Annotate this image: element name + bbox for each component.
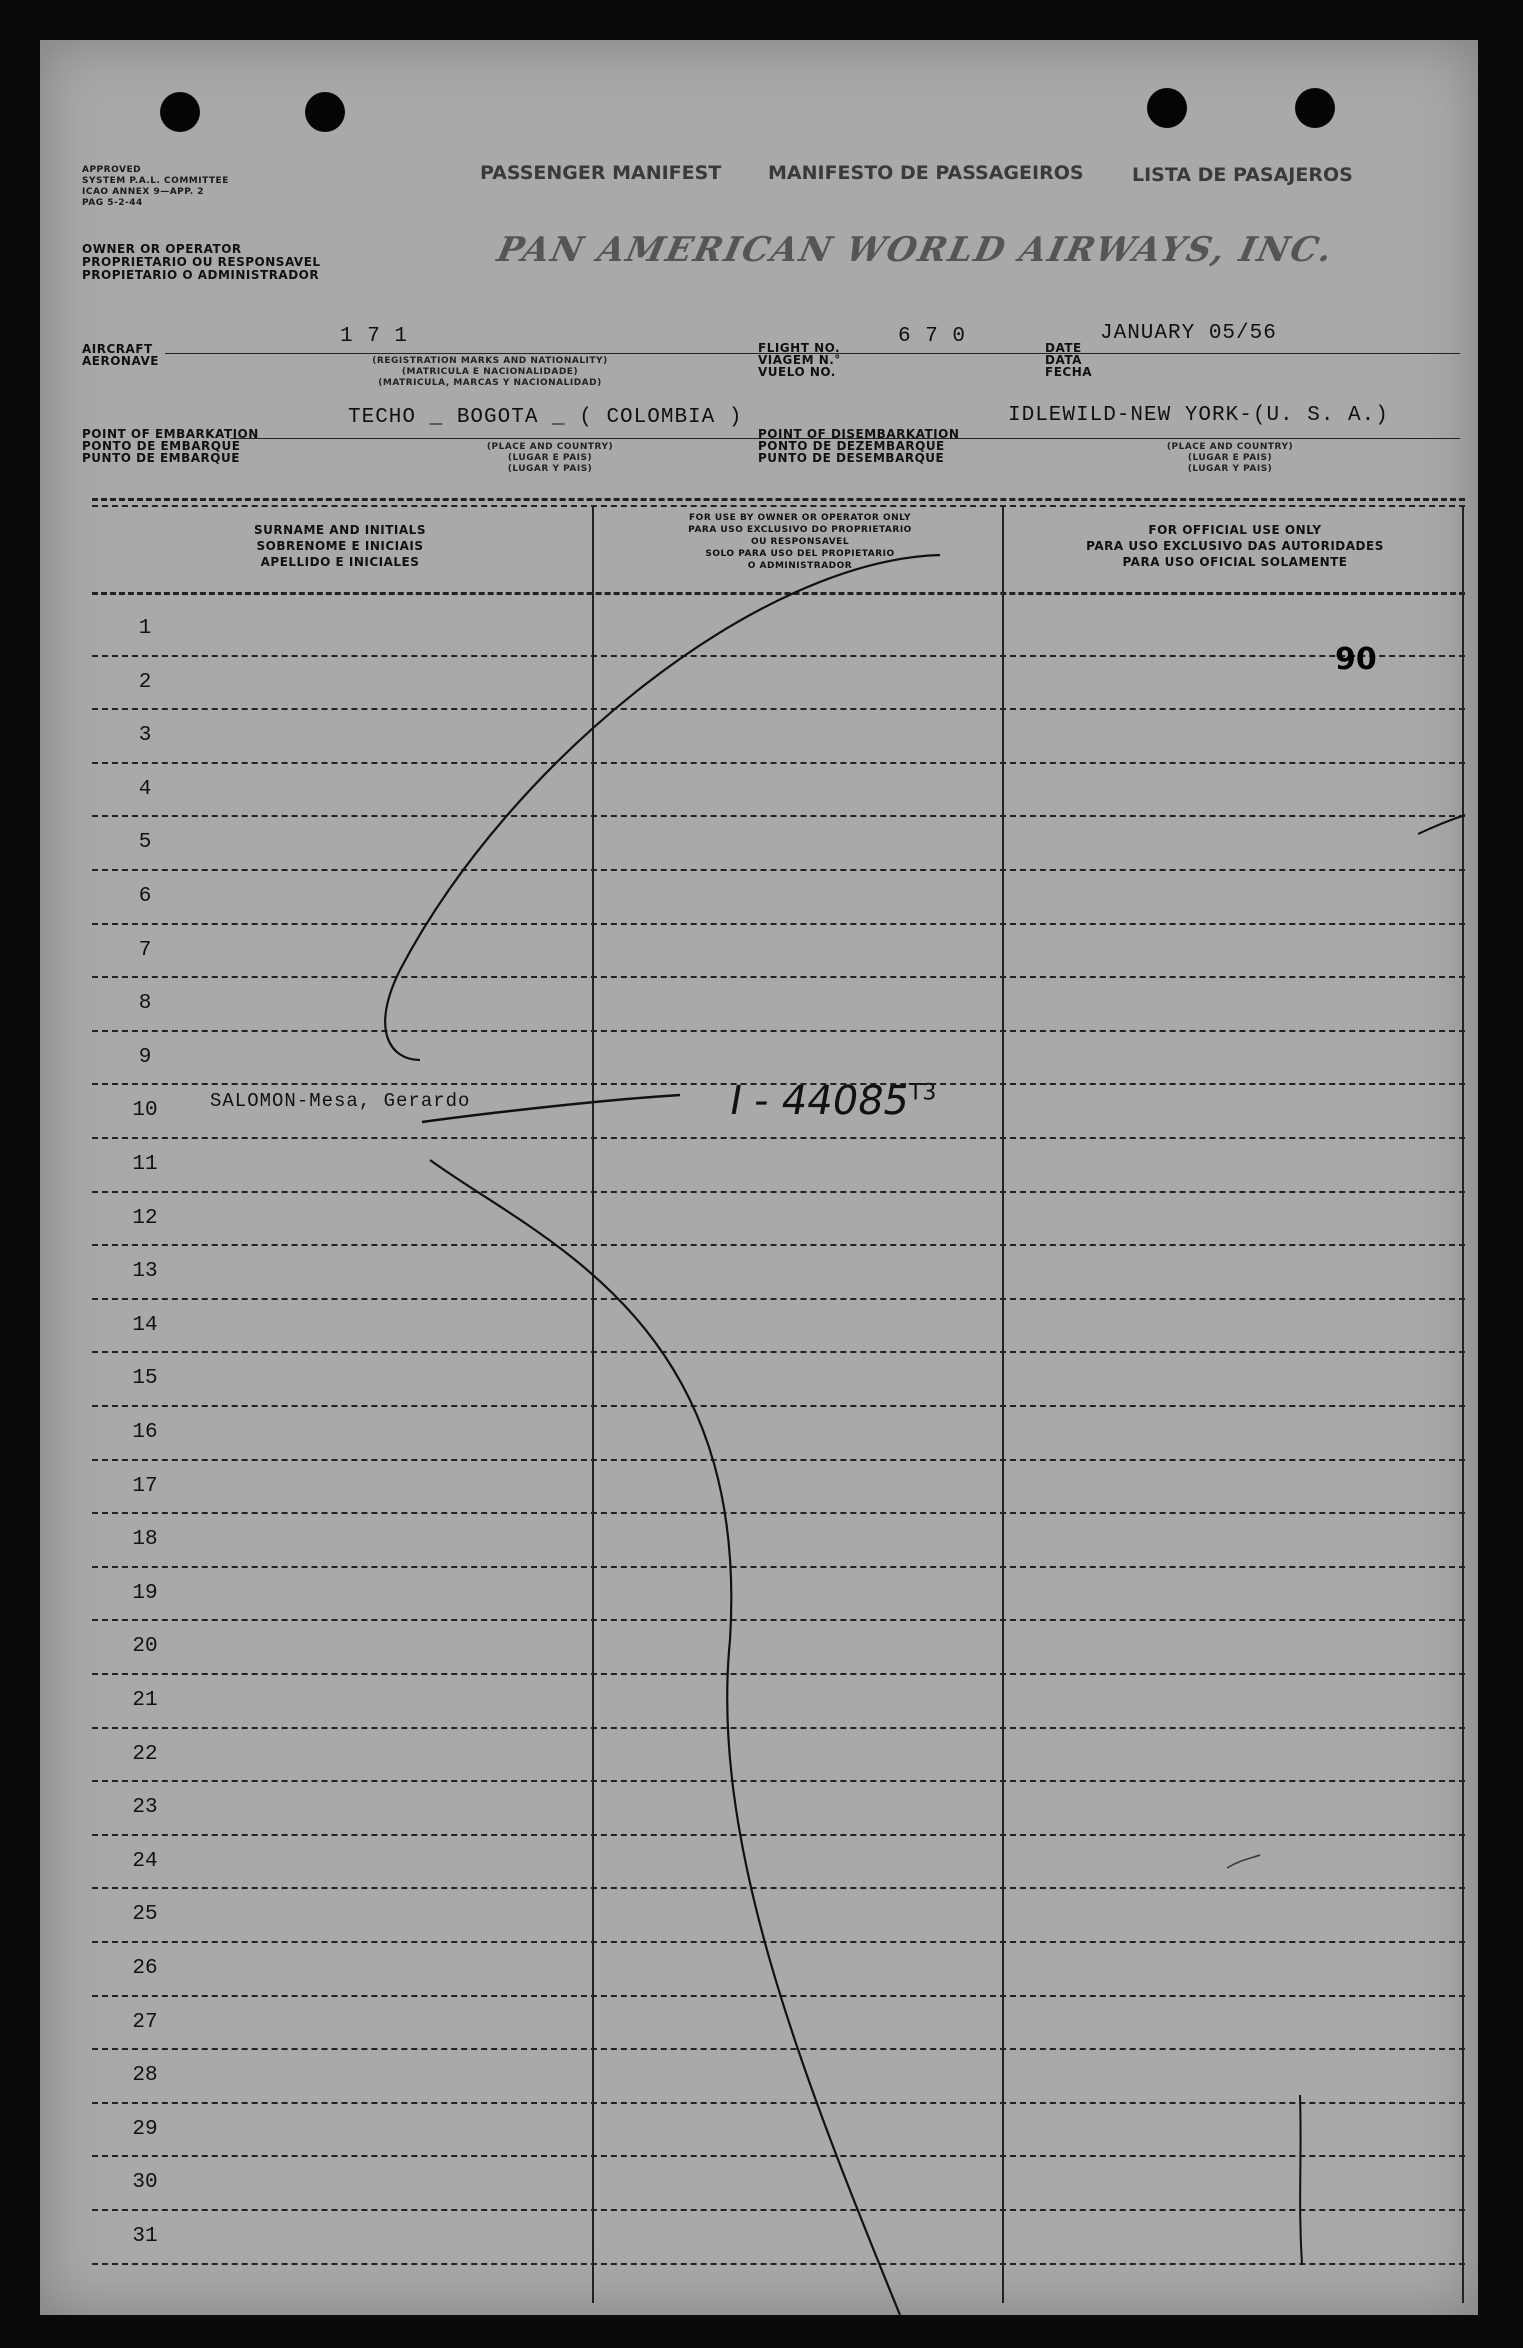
date-label-line: DATE (1045, 341, 1082, 355)
company-name: PAN AMERICAN WORLD AIRWAYS, INC. (493, 230, 1338, 270)
row-number: 13 (132, 1260, 158, 1284)
row-number: 15 (132, 1367, 158, 1391)
pen-strokes (40, 40, 1478, 2315)
disembarkation-label-line: PUNTO DE DESEMBARQUE (758, 451, 945, 465)
disembarkation-sub-line: (LUGAR E PAIS) (1187, 453, 1273, 463)
disembarkation-label-line: PONTO DE DEZEMBARQUE (758, 439, 945, 453)
row-number: 19 (132, 1581, 158, 1605)
title-lista: LISTA DE PASAJEROS (1132, 164, 1353, 186)
date-label-line: DATA (1045, 353, 1082, 367)
owner-label-line: PROPIETARIO O ADMINISTRADOR (82, 268, 320, 282)
embarkation-sub-line: (LUGAR E PAIS) (507, 453, 593, 463)
row-number: 11 (132, 1153, 158, 1176)
pen-mark (1300, 2095, 1302, 2265)
approval-line: PAG 5-2-44 (82, 198, 143, 208)
row-number: 1 (138, 617, 152, 640)
aircraft-value: 1 7 1 (340, 325, 409, 348)
disembarkation-value: IDLEWILD-NEW YORK-(U. S. A.) (1008, 404, 1389, 427)
row-number: 29 (132, 2117, 158, 2141)
row-number: 3 (138, 724, 152, 748)
embarkation-sub-line: (PLACE AND COUNTRY) (486, 442, 614, 452)
disembarkation-label-line: POINT OF DISEMBARKATION (758, 427, 960, 441)
passenger-name: SALOMON-Mesa, Gerardo (210, 1090, 471, 1112)
row-number: 18 (132, 1528, 158, 1552)
column-header-line: SOBRENOME E INICIAIS (256, 539, 424, 553)
embarkation-label-line: PONTO DE EMBARQUE (82, 439, 241, 453)
date-label-line: FECHA (1045, 365, 1093, 379)
approval-line: APPROVED (82, 165, 142, 175)
title-manifesto: MANIFESTO DE PASSAGEIROS (768, 162, 1084, 184)
column-header-line: SURNAME AND INITIALS (254, 523, 426, 537)
aircraft-sub-line: (MATRICULA, MARCAS Y NACIONALIDAD) (378, 378, 602, 388)
disembarkation-sub-line: (LUGAR Y PAIS) (1187, 464, 1273, 474)
flight-label-line: VIAGEM N.° (758, 353, 841, 367)
stamp-number: 90 (1335, 642, 1377, 677)
embarkation-label-line: PUNTO DE EMBARQUE (82, 451, 240, 465)
row-number: 5 (138, 831, 152, 855)
approval-line: SYSTEM P.A.L. COMMITTEE (82, 176, 229, 186)
disembarkation-sub-line: (PLACE AND COUNTRY) (1166, 442, 1294, 452)
row-number: 10 (132, 1099, 158, 1123)
pen-arrow (422, 1095, 680, 1122)
row-number: 4 (138, 777, 152, 801)
row-number: 23 (132, 1796, 158, 1820)
column-header-line: O ADMINISTRADOR (747, 561, 853, 571)
pen-mark (1227, 1855, 1260, 1868)
column-header-line: FOR USE BY OWNER OR OPERATOR ONLY (689, 513, 911, 523)
row-number: 30 (132, 2171, 158, 2195)
row-number: 27 (132, 2010, 158, 2034)
row-number: 22 (132, 1742, 158, 1766)
aircraft-sub-line: (MATRICULA E NACIONALIDADE) (401, 367, 579, 377)
pen-mark (1418, 815, 1465, 834)
row-number: 21 (132, 1689, 158, 1712)
row-number: 7 (138, 938, 152, 962)
title-passenger-manifest: PASSENGER MANIFEST (480, 162, 722, 184)
column-header-line: SOLO PARA USO DEL PROPIETARIO (705, 549, 895, 559)
column-header-line: FOR OFFICIAL USE ONLY (1148, 523, 1322, 537)
row-number: 17 (132, 1474, 158, 1498)
flight-value: 6 7 0 (898, 325, 967, 348)
date-value: JANUARY 05/56 (1100, 322, 1277, 345)
row-number: 31 (132, 2225, 158, 2248)
row-number: 28 (132, 2064, 158, 2088)
pen-curve (385, 555, 940, 1060)
flight-label-line: FLIGHT NO. (758, 341, 841, 355)
flight-label-line: VUELO NO. (758, 365, 836, 379)
column-header-line: PARA USO EXCLUSIVO DO PROPRIETARIO (688, 525, 912, 535)
embarkation-label-line: POINT OF EMBARKATION (82, 427, 259, 441)
row-number: 14 (132, 1313, 158, 1337)
aircraft-sub-line: (REGISTRATION MARKS AND NATIONALITY) (372, 356, 608, 366)
aircraft-label-line: AIRCRAFT (82, 342, 153, 356)
row-number: 2 (138, 670, 152, 694)
approval-line: ICAO ANNEX 9—APP. 2 (82, 187, 205, 197)
column-header-line: PARA USO EXCLUSIVO DAS AUTORIDADES (1086, 539, 1384, 553)
column-header-line: APELLIDO E INICIALES (260, 555, 420, 569)
aircraft-label-line: AERONAVE (82, 354, 159, 368)
row-number: 26 (132, 1957, 158, 1980)
embarkation-sub-line: (LUGAR Y PAIS) (507, 464, 593, 474)
official-number-suffix: T3 (908, 1080, 937, 1106)
manifest-page (40, 40, 1478, 2315)
column-header-line: OU RESPONSAVEL (750, 537, 850, 547)
row-number: 9 (138, 1045, 152, 1069)
owner-label-line: PROPRIETARIO OU RESPONSAVEL (82, 255, 321, 269)
row-number: 25 (132, 1903, 158, 1927)
row-number: 24 (132, 1849, 158, 1873)
row-number: 6 (138, 885, 152, 908)
row-number: 12 (132, 1206, 158, 1230)
row-number: 20 (132, 1635, 158, 1659)
row-number: 8 (138, 992, 152, 1016)
official-number-text: I - 44085 (725, 1078, 913, 1124)
column-header-line: PARA USO OFICIAL SOLAMENTE (1122, 555, 1348, 569)
embarkation-value: TECHO _ BOGOTA _ ( COLOMBIA ) (348, 406, 743, 429)
row-number: 16 (132, 1421, 158, 1444)
owner-label-line: OWNER OR OPERATOR (82, 242, 242, 256)
pen-curve (430, 1160, 900, 2315)
